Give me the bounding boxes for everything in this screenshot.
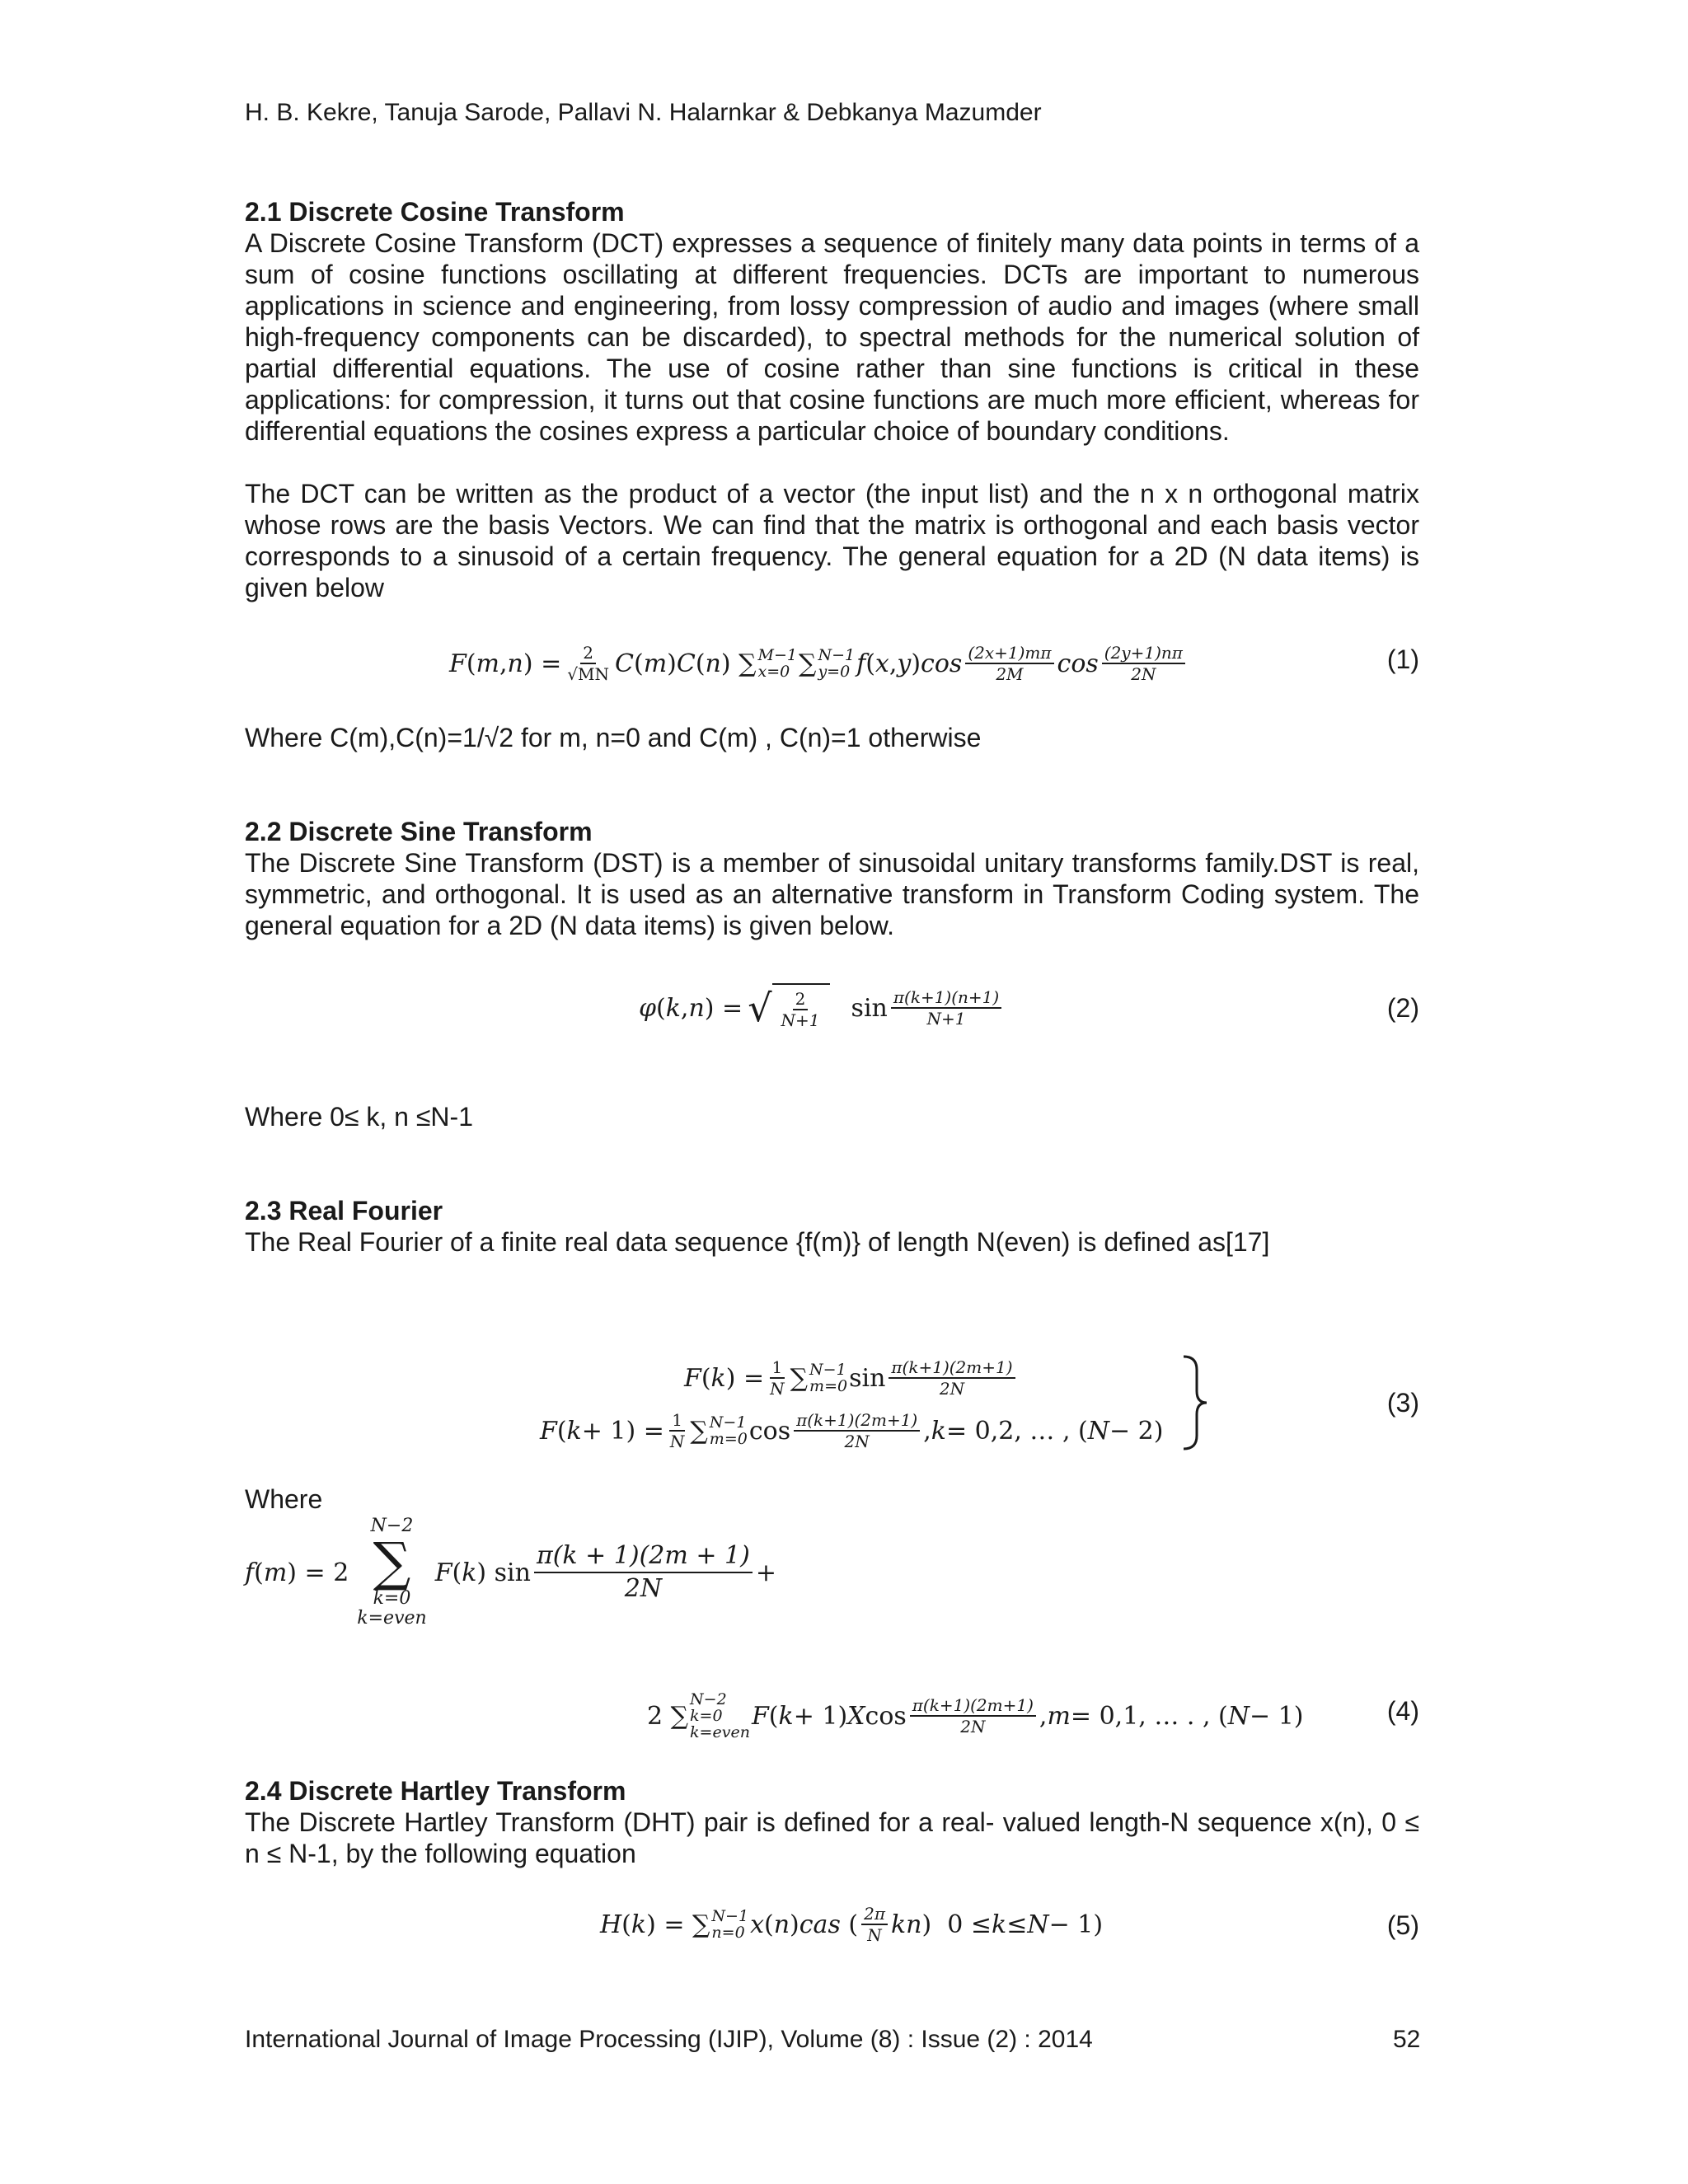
equation-1: F ( m , n ) = $\frac{2}{√MN}$ C ( m ) C ( n ) ∑ M−1 x=0 ∑ N−1 y=0 f ( x , y ) cos $\frac{(2x+1)m\pi}{2M}$ cos $\frac{(2y+1)n\pi}{2N}$ bbox=[449, 635, 1189, 692]
section-2-3-title: 2.3 Real Fourier bbox=[245, 1196, 443, 1226]
section-2-1-paragraph-2: The DCT can be written as the product of a vector (the input list) and the n x n orthogonal matrix whose rows are the basis Vectors. We can find that the matrix is orthogonal and each basis vector corresponds to a sinusoid of a certain frequency. The general equation for a 2D (N data items) is given below bbox=[245, 479, 1419, 602]
equation-3-number: (3) bbox=[1386, 1388, 1419, 1418]
section-2-1-where: Where C(m),C(n)=1/√2 for m, n=0 and C(m) , C(n)=1 otherwise bbox=[245, 723, 982, 752]
equation-5-number: (5) bbox=[1386, 1910, 1419, 1940]
running-footer: International Journal of Image Processing (IJIP), Volume (8) : Issue (2) : 2014 bbox=[245, 2026, 1093, 2053]
section-2-2-where: Where 0≤ k, n ≤N-1 bbox=[245, 1102, 473, 1132]
equation-1-number: (1) bbox=[1386, 644, 1419, 674]
equation-3-line-2: F ( k + 1) = $\frac{1}{N}$ ∑ N−1 m=0 cos $\frac{\pi(k+1)(2m+1)}{2N}$ , k = 0,2, … , ( N − 2) bbox=[540, 1410, 1164, 1451]
section-2-2-title: 2.2 Discrete Sine Transform bbox=[245, 817, 593, 846]
equation-3-line-1: F ( k ) = $\frac{1}{N}$ ∑ N−1 m=0 sin $\frac{\pi(k+1)(2m+1)}{2N}$ bbox=[684, 1352, 1019, 1404]
equation-4-line-2: 2 ∑ N−2 k=0 k=even F ( k + 1) X cos $\frac{\pi(k+1)(2m+1)}{2N}$ , m = 0,1, … . , ( N − 1) bbox=[647, 1690, 1304, 1741]
section-2-4-title: 2.4 Discrete Hartley Transform bbox=[245, 1776, 626, 1806]
section-2-1-paragraph-1: A Discrete Cosine Transform (DCT) expresses a sequence of finitely many data points in terms of a sum of cosine functions oscillating at different frequencies. DCTs are important to numerous applications in science and engineering, from lossy compression of audio and images (where small high-frequency components can be discarded), to spectral methods for the numerical solution of partial differential equations. The use of cosine rather than sine functions is critical in these applications: for compression, it turns out that cosine functions are much more efficient, whereas for differential equations the cosines express a particular choice of boundary conditions. bbox=[245, 228, 1419, 446]
section-2-3-where: Where bbox=[245, 1484, 323, 1514]
section-2-3-paragraph-1: The Real Fourier of a finite real data sequence {f(m)} of length N(even) is defined as[17] bbox=[245, 1227, 1270, 1257]
equation-5: H ( k ) = ∑ N−1 n=0 x ( n ) cas ( $\frac{2\pi}{N}$ kn ) 0 ≤ k ≤ N − 1) bbox=[600, 1904, 1104, 1945]
equation-2: φ ( k , n ) = √ $\frac{2}{N+1}$ sin $\frac{\pi(k+1)(n+1)}{N+1}$ bbox=[639, 979, 1005, 1037]
equation-4-line-1: f ( m ) = 2 N−2 ∑ k=0 k=even F ( k ) sin $\frac{\pi(k + 1)(2m + 1)}{2N}$ + bbox=[245, 1516, 776, 1629]
section-2-1-title: 2.1 Discrete Cosine Transform bbox=[245, 197, 625, 227]
section-2-2-paragraph-1: The Discrete Sine Transform (DST) is a member of sinusoidal unitary transforms family.DST is real, symmetric, and orthogonal. It is used as an alternative transform in Transform Coding system. The general equation for a 2D (N data items) is given below. bbox=[245, 848, 1419, 940]
equation-2-number: (2) bbox=[1386, 993, 1419, 1023]
running-header: H. B. Kekre, Tanuja Sarode, Pallavi N. Halarnkar & Debkanya Mazumder bbox=[245, 99, 1042, 126]
section-2-4-paragraph-1: The Discrete Hartley Transform (DHT) pair is defined for a real- valued length-N sequence x(n), 0 ≤ n ≤ N-1, by the following equation bbox=[245, 1807, 1419, 1868]
page-number: 52 bbox=[1393, 2026, 1421, 2053]
right-brace bbox=[1179, 1353, 1212, 1452]
equation-4-number: (4) bbox=[1386, 1696, 1419, 1726]
